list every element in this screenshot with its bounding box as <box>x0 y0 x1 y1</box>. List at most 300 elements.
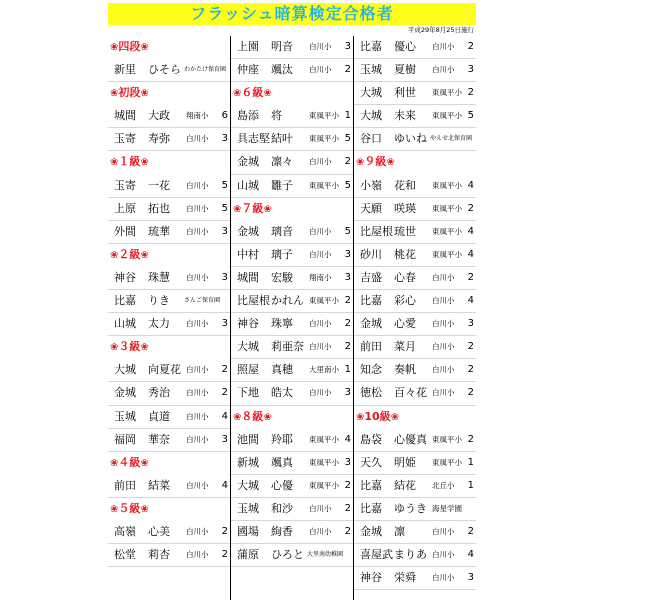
student-school: さんご保育園 <box>184 297 221 305</box>
grade-heading <box>108 498 230 521</box>
student-grade: 2 <box>467 387 474 399</box>
student-grade: 1 <box>344 110 351 122</box>
student-surname: 大城 <box>360 109 382 123</box>
student-grade: 4 <box>221 410 228 422</box>
student-row <box>354 313 476 336</box>
student-school: 東風平小 <box>432 111 462 121</box>
student-row <box>108 382 230 405</box>
student-surname: 玉寄 <box>114 178 136 192</box>
student-row <box>354 175 476 198</box>
student-given-name: 心優 <box>271 478 293 492</box>
student-grade: 2 <box>344 318 351 330</box>
student-row <box>108 429 230 452</box>
student-school: 白川小 <box>186 319 209 329</box>
student-row <box>354 521 476 544</box>
student-given-name: 和沙 <box>271 501 293 515</box>
student-grade: 3 <box>344 248 351 260</box>
student-surname: 玉城 <box>237 501 259 515</box>
student-surname: 比嘉 <box>360 294 382 308</box>
student-grade: 2 <box>344 295 351 307</box>
flower-icon: ❀ <box>140 503 149 515</box>
student-grade: 5 <box>344 179 351 191</box>
student-school: 白川小 <box>432 342 455 352</box>
grade-heading <box>354 406 476 429</box>
student-surname: 福岡 <box>114 432 136 446</box>
student-surname: 城間 <box>237 270 259 284</box>
student-given-name: 百々花 <box>394 386 427 400</box>
student-school: 白川小 <box>186 480 209 490</box>
grade-heading-label: ２級 <box>118 247 141 261</box>
student-grade: 3 <box>467 64 474 76</box>
student-surname: 玉寄 <box>114 132 136 146</box>
flower-icon: ❀ <box>110 503 119 515</box>
student-row <box>231 105 353 128</box>
grade-heading <box>108 244 230 267</box>
student-grade: 3 <box>344 456 351 468</box>
student-school: 東風平小 <box>432 434 462 444</box>
student-row <box>354 336 476 359</box>
student-given-name: 桃花 <box>394 247 416 261</box>
student-given-name: 莉杏 <box>148 548 170 562</box>
student-grade: 2 <box>467 341 474 353</box>
flower-icon: ❀ <box>110 157 119 169</box>
grade-heading-label: ３級 <box>118 340 141 354</box>
student-school: 東風平小 <box>309 434 339 444</box>
student-school: 東風平小 <box>432 88 462 98</box>
student-row <box>231 359 353 382</box>
student-grade: 2 <box>221 549 228 561</box>
student-grade: 5 <box>221 202 228 214</box>
student-surname: 城間 <box>114 109 136 123</box>
student-grade: 5 <box>467 110 474 122</box>
flower-icon: ❀ <box>356 157 365 169</box>
flower-icon: ❀ <box>140 88 149 100</box>
student-school: 東風平小 <box>432 457 462 467</box>
student-given-name: 絢香 <box>271 524 293 538</box>
grade-heading <box>108 151 230 174</box>
student-grade: 2 <box>344 525 351 537</box>
grade-heading <box>108 82 230 105</box>
student-grade: 4 <box>467 179 474 191</box>
student-given-name: 太力 <box>148 317 170 331</box>
student-grade: 2 <box>221 525 228 537</box>
student-grade: 1 <box>467 479 474 491</box>
student-given-name: 優心 <box>394 40 416 53</box>
student-row <box>354 544 476 567</box>
results-column-2 <box>231 36 353 567</box>
student-surname: 蒲原 <box>237 548 259 562</box>
student-surname: 池間 <box>237 432 259 446</box>
student-row <box>231 36 353 59</box>
page-title: フラッシュ暗算検定合格者 <box>108 3 476 25</box>
grade-heading-label: ８級 <box>241 409 264 423</box>
flower-icon: ❀ <box>110 342 119 354</box>
student-school: 大里南小 <box>309 365 339 375</box>
student-surname: 知念 <box>360 363 382 377</box>
flower-icon: ❀ <box>233 88 242 100</box>
student-given-name: 心春 <box>394 270 416 284</box>
student-row <box>108 59 230 82</box>
student-row <box>354 567 476 590</box>
student-school: 白川小 <box>309 526 332 536</box>
student-grade: 3 <box>344 41 351 52</box>
student-surname: 新里 <box>114 63 136 77</box>
student-given-name: 結菜 <box>148 478 170 492</box>
student-surname: 金城 <box>237 224 259 238</box>
student-given-name: 琉世 <box>394 224 416 238</box>
student-school: 白川小 <box>432 319 455 329</box>
student-surname: 高嶺 <box>114 524 136 538</box>
student-surname: 金城 <box>360 317 382 331</box>
student-grade: 1 <box>467 456 474 468</box>
flower-icon: ❀ <box>140 457 149 469</box>
grade-heading-label: 四段 <box>118 40 141 53</box>
student-school: 白川小 <box>432 272 455 282</box>
student-given-name: 雛子 <box>271 178 293 192</box>
grade-heading-label: ９級 <box>364 155 387 169</box>
flower-icon: ❀ <box>263 411 272 423</box>
student-surname: 吉盛 <box>360 270 382 284</box>
student-row <box>231 151 353 174</box>
student-surname: 金城 <box>360 524 382 538</box>
student-surname: 上原 <box>114 201 136 215</box>
student-row <box>108 359 230 382</box>
student-row <box>354 475 476 498</box>
student-given-name: 凛々 <box>271 155 293 169</box>
student-grade: 3 <box>221 133 228 145</box>
student-school: 白川小 <box>309 503 332 513</box>
student-school: 白川小 <box>309 388 332 398</box>
student-surname: 比嘉 <box>360 478 382 492</box>
student-school: 白川小 <box>186 526 209 536</box>
student-given-name: 拓也 <box>148 201 170 215</box>
student-surname: 國場 <box>237 524 259 538</box>
student-row <box>231 498 353 521</box>
student-row <box>354 382 476 405</box>
student-given-name: 珠寧 <box>271 317 293 331</box>
student-given-name: ゆうき <box>394 501 427 515</box>
flower-icon: ❀ <box>233 411 242 423</box>
student-grade: 2 <box>467 87 474 99</box>
student-school: 東風平小 <box>309 134 339 144</box>
student-grade: 2 <box>467 433 474 445</box>
student-given-name: 彩心 <box>394 294 416 308</box>
student-given-name: ひろと <box>271 548 304 562</box>
student-surname: 天願 <box>360 201 382 215</box>
student-given-name: 咲瑛 <box>394 201 416 215</box>
student-school: 翔南小 <box>186 111 209 121</box>
grade-heading-label: ６級 <box>241 86 264 100</box>
student-grade: 3 <box>221 271 228 283</box>
student-school: 白川小 <box>432 526 455 536</box>
student-given-name: 颯真 <box>271 455 293 469</box>
student-row <box>231 452 353 475</box>
grade-heading <box>231 82 353 105</box>
student-given-name: 向夏花 <box>148 363 181 377</box>
student-row <box>231 267 353 290</box>
student-given-name: ゆいね <box>394 132 427 146</box>
student-school: やえせ北保育園 <box>430 135 473 143</box>
student-surname: 小嶺 <box>360 178 382 192</box>
student-row <box>108 128 230 151</box>
student-row <box>354 82 476 105</box>
flower-icon: ❀ <box>110 42 119 53</box>
student-grade: 3 <box>221 225 228 237</box>
grade-heading <box>231 198 353 221</box>
exam-date: 平成29年8月25日施行 <box>407 26 474 34</box>
student-row <box>354 221 476 244</box>
student-grade: 2 <box>344 341 351 353</box>
student-school: 白川小 <box>186 411 209 421</box>
student-given-name: りき <box>148 294 170 308</box>
student-school: 東風平小 <box>432 226 462 236</box>
student-given-name: 明姫 <box>394 455 416 469</box>
student-school: 大里南幼稚園 <box>307 551 344 559</box>
student-row <box>108 221 230 244</box>
flower-icon: ❀ <box>263 203 272 215</box>
student-grade: 3 <box>344 271 351 283</box>
student-surname: 比嘉 <box>114 294 136 308</box>
grade-heading-label: 10級 <box>364 409 391 423</box>
student-given-name: 利世 <box>394 86 416 100</box>
student-given-name: 奏帆 <box>394 363 416 377</box>
student-school: 白川小 <box>186 226 209 236</box>
student-surname: 山城 <box>237 178 259 192</box>
student-grade: 4 <box>221 479 228 491</box>
student-surname: 比屋根 <box>360 224 393 238</box>
student-surname: 上園 <box>237 40 259 53</box>
student-school: 東風平小 <box>309 480 339 490</box>
student-grade: 2 <box>344 502 351 514</box>
student-given-name: 未来 <box>394 109 416 123</box>
flower-icon: ❀ <box>390 411 400 423</box>
student-grade: 2 <box>467 364 474 376</box>
student-surname: 徳松 <box>360 386 382 400</box>
student-given-name: 真穂 <box>271 363 293 377</box>
flower-icon: ❀ <box>110 88 119 100</box>
student-given-name: 大政 <box>148 109 170 123</box>
student-row <box>354 429 476 452</box>
results-column-3 <box>354 36 476 590</box>
student-given-name: 一花 <box>148 178 170 192</box>
student-school: 白川小 <box>186 272 209 282</box>
grade-heading-label: 初段 <box>118 86 141 100</box>
student-given-name: 心美 <box>148 524 170 538</box>
flower-icon: ❀ <box>110 249 119 261</box>
student-school: 東風平小 <box>309 111 339 121</box>
student-row <box>108 198 230 221</box>
student-row <box>231 475 353 498</box>
student-surname: 神谷 <box>237 317 259 331</box>
student-grade: 2 <box>344 479 351 491</box>
student-row <box>231 128 353 151</box>
student-row <box>354 267 476 290</box>
student-grade: 4 <box>467 549 474 561</box>
student-surname: 島添 <box>237 109 259 123</box>
student-school: 白川小 <box>186 203 209 213</box>
student-surname: 大城 <box>237 340 259 354</box>
student-given-name: 栄舜 <box>394 571 416 585</box>
student-given-name: 心優真 <box>394 432 427 446</box>
flower-icon: ❀ <box>356 411 365 423</box>
flower-icon: ❀ <box>140 342 149 354</box>
grade-heading-label: ７級 <box>241 201 264 215</box>
student-grade: 3 <box>221 318 228 330</box>
student-school: 白川小 <box>309 319 332 329</box>
student-school: 海星学園 <box>432 503 462 513</box>
flower-icon: ❀ <box>263 88 272 100</box>
student-surname: 松堂 <box>114 548 136 562</box>
student-given-name: 珠慧 <box>148 270 170 284</box>
student-given-name: 羚耶 <box>271 432 293 446</box>
student-surname: 金城 <box>237 155 259 169</box>
student-row <box>354 59 476 82</box>
student-surname: 中村 <box>237 247 259 261</box>
student-grade: 4 <box>344 433 351 445</box>
student-surname: 比屋根 <box>237 294 270 308</box>
grade-heading <box>108 336 230 359</box>
student-given-name: 菜月 <box>394 340 416 354</box>
student-surname: 比嘉 <box>360 40 382 53</box>
student-given-name: 貞道 <box>148 409 170 423</box>
student-school: 白川小 <box>309 249 332 259</box>
student-grade: 2 <box>221 364 228 376</box>
student-surname: 金城 <box>114 386 136 400</box>
student-school: 白川小 <box>186 388 209 398</box>
student-school: 白川小 <box>186 365 209 375</box>
student-school: 東風平小 <box>309 180 339 190</box>
student-school: 東風平小 <box>432 180 462 190</box>
student-given-name: 明音 <box>271 40 293 53</box>
student-given-name: 結叶 <box>271 132 293 146</box>
grade-heading-label: ５級 <box>118 501 141 515</box>
student-grade: 3 <box>344 387 351 399</box>
student-grade: 2 <box>221 387 228 399</box>
grade-heading <box>231 406 353 429</box>
student-school: 白川小 <box>186 180 209 190</box>
student-row <box>354 359 476 382</box>
grade-heading <box>354 151 476 174</box>
student-grade: 1 <box>344 364 351 376</box>
flower-icon: ❀ <box>110 457 119 469</box>
student-grade: 2 <box>467 271 474 283</box>
student-row <box>231 290 353 313</box>
student-given-name: 心愛 <box>394 317 416 331</box>
student-given-name: 花和 <box>394 178 416 192</box>
student-row <box>354 244 476 267</box>
student-grade: 3 <box>467 318 474 330</box>
student-row <box>108 521 230 544</box>
student-row <box>354 452 476 475</box>
student-school: 白川小 <box>309 342 332 352</box>
student-surname: 大城 <box>237 478 259 492</box>
student-row <box>231 382 353 405</box>
student-surname: 喜屋武 <box>360 548 393 562</box>
student-school: 白川小 <box>432 573 455 583</box>
flower-icon: ❀ <box>140 249 149 261</box>
student-given-name: 夏樹 <box>394 63 416 77</box>
student-row <box>108 475 230 498</box>
student-row <box>354 498 476 521</box>
student-row <box>231 521 353 544</box>
student-grade: 3 <box>467 572 474 584</box>
student-row <box>231 313 353 336</box>
student-grade: 2 <box>467 202 474 214</box>
student-surname: 砂川 <box>360 247 382 261</box>
student-school: 白川小 <box>186 434 209 444</box>
student-row <box>231 175 353 198</box>
student-surname: 島袋 <box>360 432 382 446</box>
student-school: 白川小 <box>186 134 209 144</box>
student-given-name: 凛 <box>394 524 405 538</box>
student-row <box>108 290 230 313</box>
results-sheet <box>108 0 476 600</box>
student-school: 白川小 <box>186 550 209 560</box>
student-surname: 前田 <box>360 340 382 354</box>
student-school: 東風平小 <box>432 203 462 213</box>
student-given-name: 寿弥 <box>148 132 170 146</box>
student-surname: 仲座 <box>237 63 259 77</box>
student-grade: 2 <box>344 64 351 76</box>
student-school: 白川小 <box>309 65 332 75</box>
grade-heading-label: １級 <box>118 155 141 169</box>
flower-icon: ❀ <box>140 157 149 169</box>
student-row <box>354 290 476 313</box>
results-column-1 <box>108 36 230 567</box>
student-row <box>108 313 230 336</box>
student-surname: 前田 <box>114 478 136 492</box>
student-school: 東風平小 <box>309 296 339 306</box>
student-given-name: 宏駿 <box>271 270 293 284</box>
student-row <box>231 544 353 567</box>
student-surname: 谷口 <box>360 132 382 146</box>
student-school: 白川小 <box>309 226 332 236</box>
student-school: 白川小 <box>432 365 455 375</box>
student-given-name: 颯汰 <box>271 63 293 77</box>
student-given-name: まりあ <box>394 548 427 562</box>
student-row <box>231 336 353 359</box>
student-school: 白川小 <box>432 388 455 398</box>
student-surname: 新城 <box>237 455 259 469</box>
student-row <box>108 175 230 198</box>
student-surname: 比嘉 <box>360 501 382 515</box>
student-row <box>108 105 230 128</box>
student-grade: 4 <box>467 225 474 237</box>
student-row <box>231 221 353 244</box>
student-row <box>108 267 230 290</box>
student-school: 白川小 <box>432 65 455 75</box>
student-grade: 2 <box>467 525 474 537</box>
student-surname: 玉城 <box>114 409 136 423</box>
student-row <box>231 429 353 452</box>
student-given-name: 莉亜奈 <box>271 340 304 354</box>
student-given-name: かれん <box>271 294 304 308</box>
student-school: 翔南小 <box>309 272 332 282</box>
flower-icon: ❀ <box>386 157 395 169</box>
student-grade: 3 <box>221 433 228 445</box>
student-given-name: ひそら <box>148 63 181 77</box>
student-given-name: 華奈 <box>148 432 170 446</box>
student-grade: 4 <box>467 295 474 307</box>
student-row <box>108 406 230 429</box>
student-surname: 天久 <box>360 455 382 469</box>
student-given-name: 将 <box>271 109 282 123</box>
student-row <box>354 105 476 128</box>
student-given-name: 琉華 <box>148 224 170 238</box>
student-surname: 山城 <box>114 317 136 331</box>
student-surname: 照屋 <box>237 363 259 377</box>
student-row <box>354 128 476 151</box>
